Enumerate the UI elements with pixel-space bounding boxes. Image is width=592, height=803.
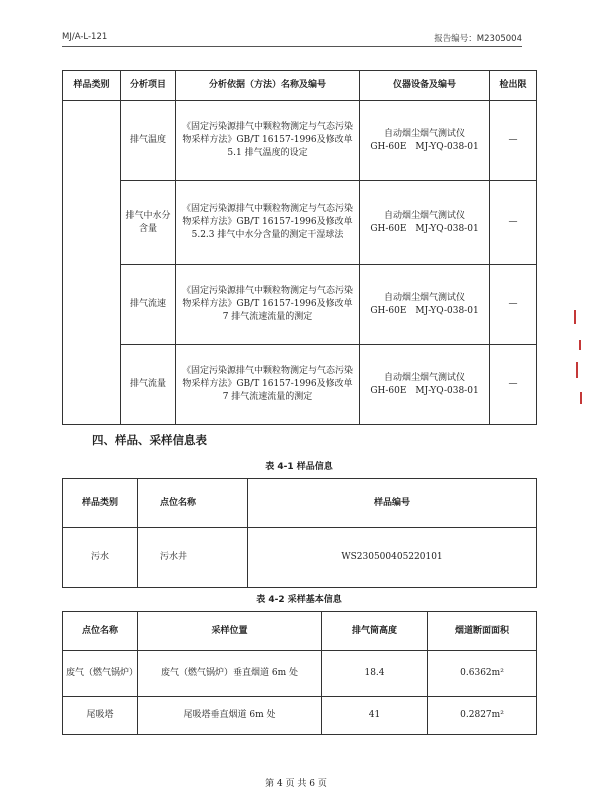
page-header [62, 30, 522, 47]
col-header: 分析依据（方法）名称及编号 [176, 71, 360, 101]
height-cell: 41 [322, 697, 428, 735]
instrument-cell [360, 345, 490, 425]
sample-info-table [62, 478, 537, 588]
instrument-code: GH-60E MJ-YQ-038-01 [370, 141, 479, 152]
point-cell: 废气（燃气锅炉） [63, 651, 138, 697]
height-cell: 18.4 [322, 651, 428, 697]
point-cell: 污水井 [138, 528, 248, 588]
instrument-name: 自动烟尘烟气测试仪 [383, 128, 465, 139]
instrument-code: GH-60E MJ-YQ-038-01 [370, 305, 479, 316]
table-row [63, 181, 537, 265]
sampling-info-table [62, 611, 537, 735]
limit-cell: — [490, 181, 537, 265]
instrument-name: 自动烟尘烟气测试仪 [383, 210, 465, 221]
table-row [63, 101, 537, 181]
instrument-cell [360, 181, 490, 265]
col-header: 仪器设备及编号 [360, 71, 490, 101]
col-header: 烟道断面面积 [428, 612, 537, 651]
instrument-code: GH-60E MJ-YQ-038-01 [370, 385, 479, 396]
position-cell: 废气（燃气锅炉）垂直烟道 6m 处 [138, 651, 322, 697]
table-caption: 表 4-1 样品信息 [265, 462, 333, 472]
col-header: 采样位置 [138, 612, 322, 651]
stamp-edge [574, 300, 588, 420]
section-title: 四、样品、采样信息表 [92, 433, 207, 447]
method-cell: 《固定污染源排气中颗粒物测定与气态污染物采样方法》GB/T 16157-1996及修改单 7 排气流速流量的测定 [176, 345, 360, 425]
page-footer: 第 4 页 共 6 页 [265, 779, 327, 789]
table-row [63, 651, 537, 697]
position-cell: 尾吸塔垂直烟道 6m 处 [138, 697, 322, 735]
method-cell: 《固定污染源排气中颗粒物测定与气态污染物采样方法》GB/T 16157-1996及修改单 7 排气流速流量的测定 [176, 265, 360, 345]
table-row [63, 345, 537, 425]
col-header: 检出限 [490, 71, 537, 101]
item-cell: 排气流量 [121, 345, 176, 425]
category-cell [63, 101, 121, 425]
point-cell: 尾吸塔 [63, 697, 138, 735]
instrument-name: 自动烟尘烟气测试仪 [383, 292, 465, 303]
instrument-code: GH-60E MJ-YQ-038-01 [370, 223, 479, 234]
item-cell: 排气中水分含量 [121, 181, 176, 265]
instrument-cell [360, 101, 490, 181]
limit-cell: — [490, 345, 537, 425]
limit-cell: — [490, 265, 537, 345]
col-header: 样品类别 [63, 479, 138, 528]
doc-code: MJ/A-L-121 [62, 32, 108, 42]
instrument-name: 自动烟尘烟气测试仪 [383, 372, 465, 383]
table-row [63, 265, 537, 345]
table-caption: 表 4-2 采样基本信息 [256, 595, 342, 605]
area-cell: 0.2827m² [428, 697, 537, 735]
table-header-row [63, 71, 537, 101]
area-cell: 0.6362m² [428, 651, 537, 697]
table-header-row [63, 612, 537, 651]
table-row [63, 697, 537, 735]
report-number: 报告编号：M2305004 [434, 34, 522, 44]
item-cell: 排气温度 [121, 101, 176, 181]
table-row [63, 528, 537, 588]
method-cell: 《固定污染源排气中颗粒物测定与气态污染物采样方法》GB/T 16157-1996及修改单 5.1 排气温度的设定 [176, 101, 360, 181]
item-cell: 排气流速 [121, 265, 176, 345]
method-cell: 《固定污染源排气中颗粒物测定与气态污染物采样方法》GB/T 16157-1996及修改单 5.2.3 排气中水分含量的测定干湿球法 [176, 181, 360, 265]
col-header: 点位名称 [138, 479, 248, 528]
instrument-cell [360, 265, 490, 345]
col-header: 排气筒高度 [322, 612, 428, 651]
limit-cell: — [490, 101, 537, 181]
category-cell: 污水 [63, 528, 138, 588]
col-header: 分析项目 [121, 71, 176, 101]
methods-table [62, 70, 537, 425]
table-header-row [63, 479, 537, 528]
col-header: 点位名称 [63, 612, 138, 651]
sample-no-cell: WS230500405220101 [248, 528, 537, 588]
col-header: 样品编号 [248, 479, 537, 528]
col-header: 样品类别 [63, 71, 121, 101]
